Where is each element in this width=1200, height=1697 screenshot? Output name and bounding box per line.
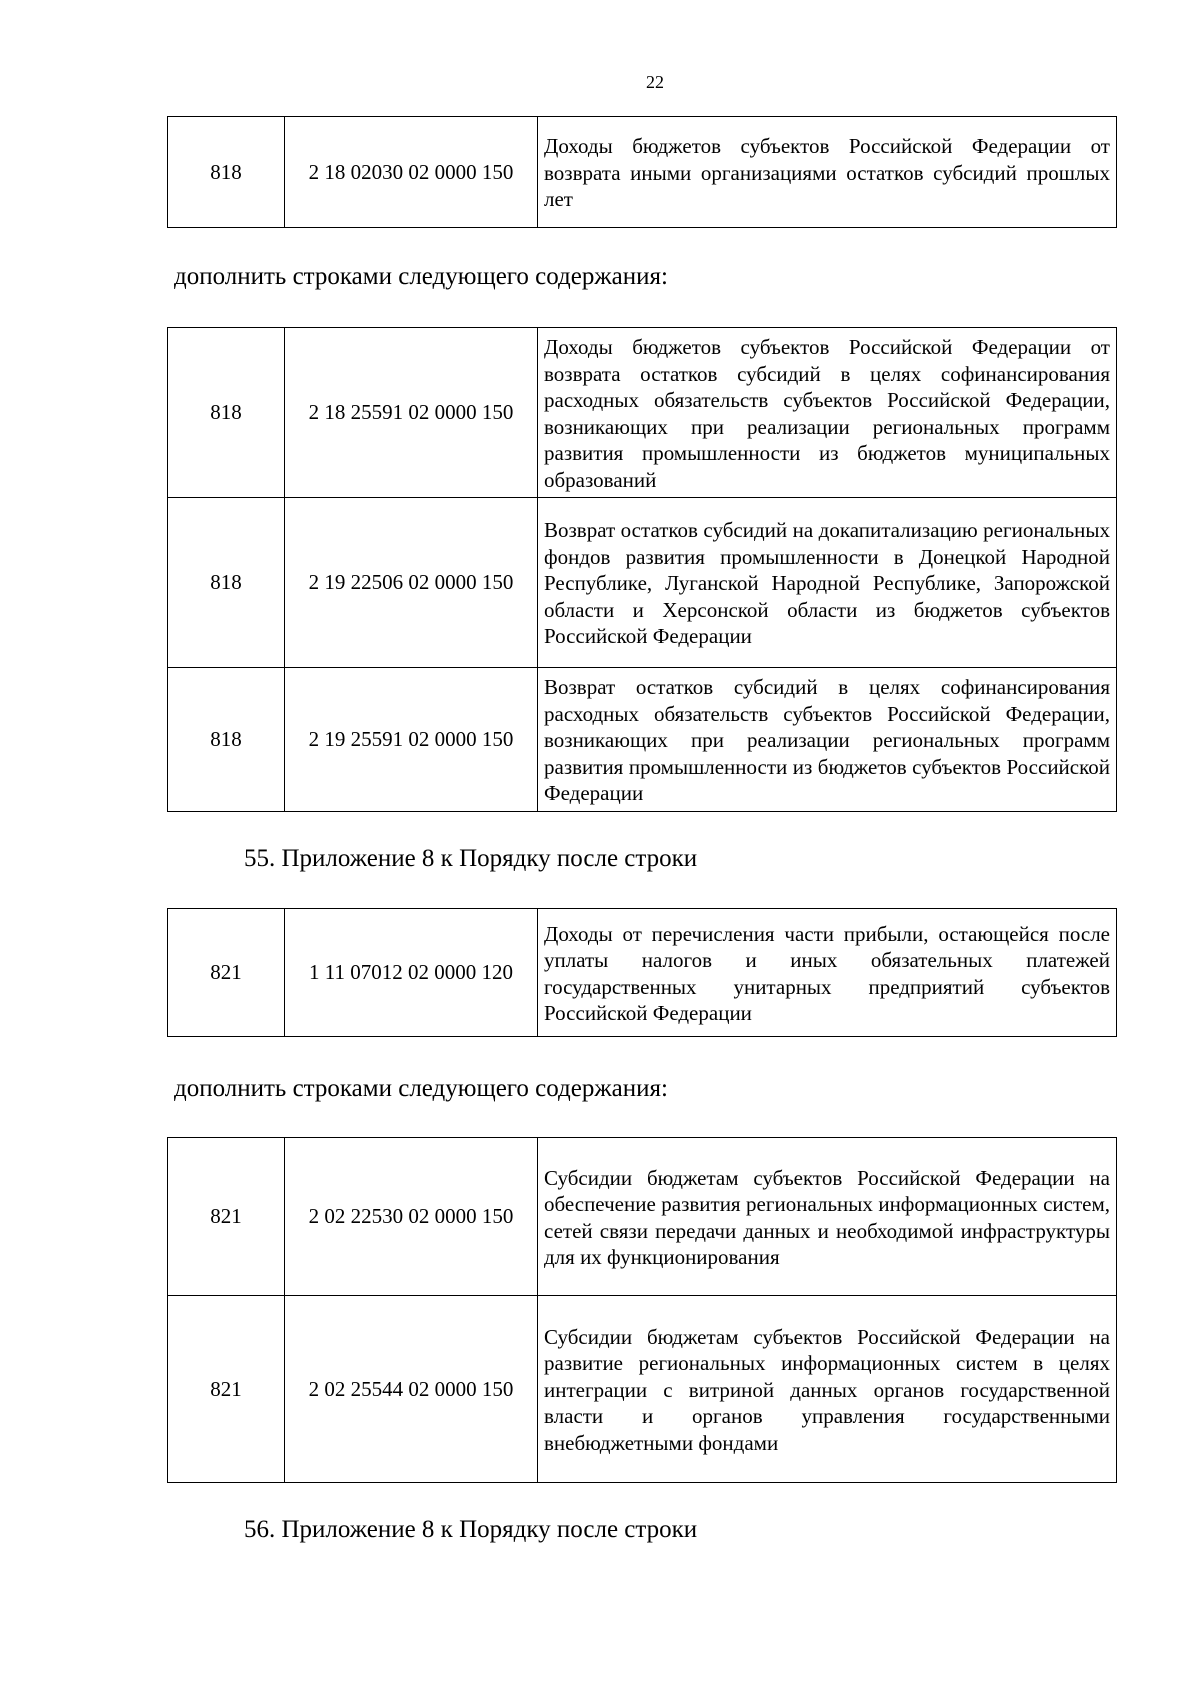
description-cell: Возврат остатков субсидий в целях софинансирования расходных обязательств субъектов Российской Федерации, возникающих при реализации региональных программ развития промышленности из бюджетов субъектов Российской Федерации (538, 668, 1117, 812)
admin-code-cell: 821 (168, 1296, 285, 1483)
admin-code-cell: 821 (168, 909, 285, 1037)
table-row (168, 1296, 1117, 1483)
admin-code-cell: 821 (168, 1138, 285, 1296)
code-table-added-818 (167, 327, 1117, 812)
paragraph-add-rows: дополнить строками следующего содержания: (174, 263, 668, 290)
description-cell: Доходы бюджетов субъектов Российской Федерации от возврата остатков субсидий в целях софинансирования расходных обязательств субъектов Российской Федерации, возникающих при реализации региональных программ развития промышленности из бюджетов муниципальных образований (538, 328, 1117, 498)
table-row (168, 909, 1117, 1037)
budget-code-cell: 2 19 22506 02 0000 150 (285, 498, 538, 668)
budget-code-cell: 2 19 25591 02 0000 150 (285, 668, 538, 812)
code-table-existing-818 (167, 116, 1117, 228)
paragraph-item-55: 55. Приложение 8 к Порядку после строки (244, 845, 698, 872)
admin-code-cell: 818 (168, 117, 285, 228)
table-row (168, 117, 1117, 228)
description-cell: Субсидии бюджетам субъектов Российской Федерации на обеспечение развития региональных информационных систем, сетей связи передачи данных и необходимой инфраструктуры для их функционирования (538, 1138, 1117, 1296)
admin-code-cell: 818 (168, 668, 285, 812)
code-table-existing-821 (167, 908, 1117, 1037)
code-table-added-821 (167, 1137, 1117, 1483)
page-number: 22 (646, 72, 664, 92)
table-row (168, 498, 1117, 668)
budget-code-cell: 2 18 02030 02 0000 150 (285, 117, 538, 228)
admin-code-cell: 818 (168, 498, 285, 668)
description-cell: Доходы от перечисления части прибыли, остающейся после уплаты налогов и иных обязательных платежей государственных унитарных предприятий субъектов Российской Федерации (538, 909, 1117, 1037)
budget-code-cell: 1 11 07012 02 0000 120 (285, 909, 538, 1037)
budget-code-cell: 2 02 25544 02 0000 150 (285, 1296, 538, 1483)
table-row (168, 1138, 1117, 1296)
paragraph-item-56: 56. Приложение 8 к Порядку после строки (244, 1516, 698, 1543)
description-cell: Субсидии бюджетам субъектов Российской Федерации на развитие региональных информационных систем в целях интеграции с витриной данных органов государственной власти и органов управления государственными внебюджетными фондами (538, 1296, 1117, 1483)
paragraph-add-rows: дополнить строками следующего содержания: (174, 1075, 668, 1102)
admin-code-cell: 818 (168, 328, 285, 498)
table-row (168, 328, 1117, 498)
description-cell: Доходы бюджетов субъектов Российской Федерации от возврата иными организациями остатков субсидий прошлых лет (538, 117, 1117, 228)
table-row (168, 668, 1117, 812)
budget-code-cell: 2 02 22530 02 0000 150 (285, 1138, 538, 1296)
description-cell: Возврат остатков субсидий на докапитализацию региональных фондов развития промышленности в Донецкой Народной Республике, Луганской Народной Республике, Запорожской области и Херсонской области из бюджетов субъектов Российской Федерации (538, 498, 1117, 668)
budget-code-cell: 2 18 25591 02 0000 150 (285, 328, 538, 498)
